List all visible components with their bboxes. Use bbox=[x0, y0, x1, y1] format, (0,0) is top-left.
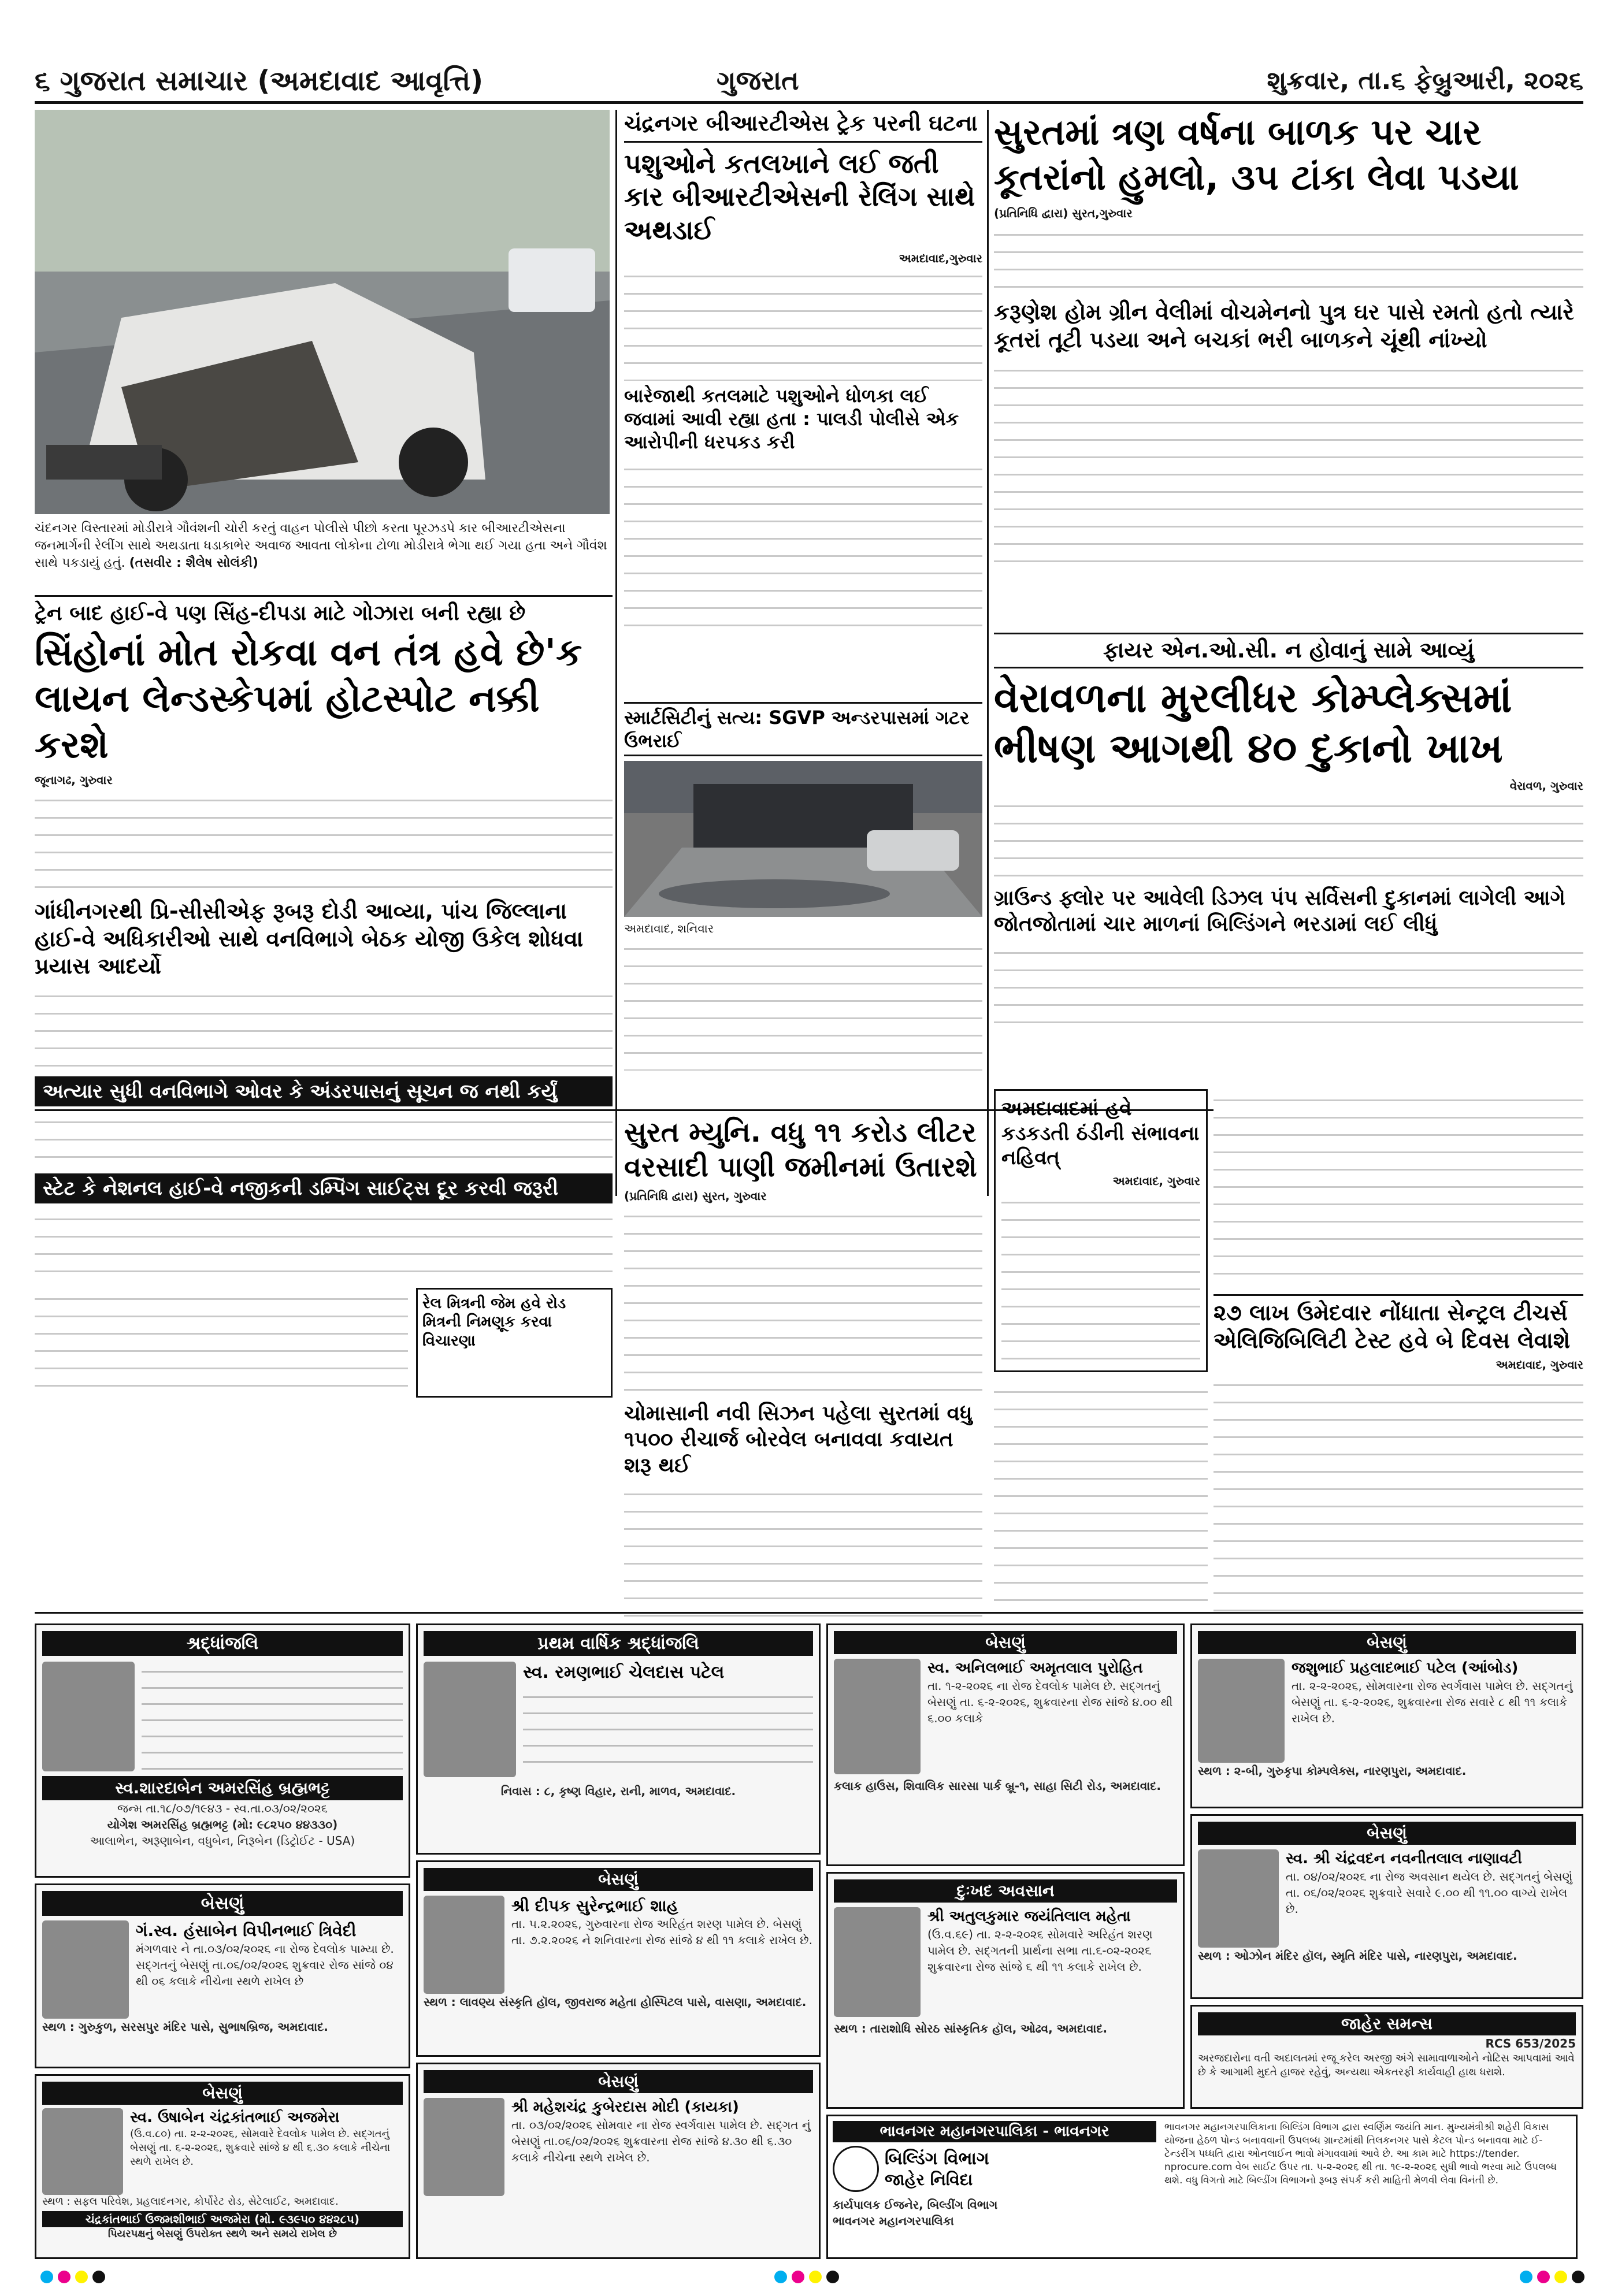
dateline: અમદાવાદ, ગુરુવાર bbox=[1112, 1173, 1200, 1188]
story-subhead: કરૂણેશ હોમ ગ્રીન વેલીમાં વોચમેનનો પુત્ર ઘર પાસે રમતો હતો ત્યારે કૂતરાં તૂટી પડયા અને બચકાં ભરી બાળકને ચૂંથી નાંખ્યો bbox=[994, 299, 1575, 352]
ads-rule bbox=[35, 1612, 1583, 1614]
story-headline: સિંહોનાં મોત રોકવા વન તંત્ર હવે છે'ક લાયન લેન્ડસ્કેપમાં હોટસ્પોટ નક્કી કરશે bbox=[35, 631, 582, 767]
story-kicker: ટ્રેન બાદ હાઈ-વે પણ સિંહ-દીપડા માટે ગોઝારા બની રહ્યા છે bbox=[35, 595, 613, 626]
story-brts-car bbox=[624, 110, 982, 631]
portrait-photo bbox=[424, 1896, 504, 1994]
story-body bbox=[35, 1111, 613, 1169]
besanu-ad-anilbhai: બેસણું સ્વ. અનિલભાઈ અમૃતલાલ પુરોહિત તા. ૧-૨-૨૦૨૬ ના રોજ દેવલોક પામેલ છે. સદ્ગતનું બેસણું તા. ૬-૨-૨૦૨૬, શુક્રવારના રોજ સાંજે ૪.૦૦ થી ૬.૦૦ કલાકે કલાક હાઉસ, શિવાલિક સારસા પાર્ક બ્રૂ-૧, સાહા સિટી રોડ, અમદાવાદ. bbox=[826, 1623, 1185, 1866]
story-headline: અમદાવાદમાં હવે કડકડતી ઠંડીની સંભાવના નહિવત્ bbox=[1001, 1097, 1200, 1169]
story-headline: સુરત મ્યુનિ. વધુ ૧૧ કરોડ લીટર વરસાદી પાણી જમીનમાં ઉતારશે bbox=[624, 1116, 977, 1183]
registration-mark bbox=[92, 2271, 105, 2283]
newspaper-masthead: ૬ ગુજરાત સમાચાર (અમદાવાદ આવૃત્તિ) bbox=[35, 65, 484, 97]
registration-mark bbox=[1572, 2271, 1584, 2283]
dateline: (પ્રતિનિધિ દ્વારા) સુરત,ગુરુવાર bbox=[994, 206, 1133, 220]
obituary-ad-atulkumar: દુઃખદ અવસાન શ્રી અતુલકુમાર જયંતિલાલ મહેતા (ઉ.વ.૬૯) તા. ૨-૨-૨૦૨૬ સોમવારે અરિહંત શરણ પામેલ છે. સદ્ગતની પ્રાર્થના સભા તા.૬-૦૨-૨૦૨૬ શુક્રવારના રોજ સાંજે ૬ થી ૧૧ કલાકે રાખેલ છે. સ્થળ : તારાશોધિ સોરઠ સાંસ્કૃતિક હૉલ, ઓઢવ, અમદાવાદ. bbox=[826, 1872, 1185, 2109]
deceased-name: જશુભાઈ પ્રહલાદભાઈ પટેલ (આંબોડ) bbox=[1292, 1659, 1519, 1677]
dateline: અમદાવાદ, ગુરુવાર bbox=[1495, 1358, 1583, 1372]
road-mitra-box: રેલ મિત્રની જેમ હવે રોડ મિત્રની નિમણૂક કરવા વિચારણા bbox=[416, 1288, 613, 1398]
deceased-name: શ્રી મહેશચંદ્ર કુબેરદાસ મોદી (કાયકા) bbox=[511, 2098, 739, 2116]
deceased-name: સ્વ.શારદાબેન અમરસિંહ બ્રહ્મભટ્ટ bbox=[42, 1776, 403, 1800]
registration-mark bbox=[774, 2271, 787, 2283]
dateline: (પ્રતિનિધિ દ્વારા) સુરત, ગુરુવાર bbox=[624, 1189, 767, 1203]
story-headline: પશુઓને કતલખાને લઈ જતી કાર બીઆરટીએસની રેલિંગ સાથે અથડાઈ bbox=[624, 147, 975, 246]
dateline: અમદાવાદ, શનિવાર bbox=[624, 922, 714, 935]
municipal-emblem-icon bbox=[833, 2146, 879, 2192]
registration-mark bbox=[1520, 2271, 1532, 2283]
story-ctet bbox=[1214, 1294, 1583, 1622]
registration-mark bbox=[58, 2271, 70, 2283]
story-body bbox=[994, 1381, 1208, 1612]
portrait-photo bbox=[1198, 1659, 1285, 1763]
portrait-photo bbox=[834, 1659, 921, 1774]
story-subhead: ગ્રાઉન્ડ ફ્લોર પર આવેલી ડિઝલ પંપ સર્વિસની દુકાનમાં લાગેલી આગે જોતજોતામાં ચાર માળનાં બિલ્ડિંગને ભરડામાં લઈ લીધું bbox=[994, 886, 1565, 936]
story-surat-water bbox=[624, 1115, 982, 1628]
story-lion-hotspots bbox=[35, 595, 613, 1398]
issue-date: શુક્રવાર, તા.૬ ફેબ્રુઆરી, ૨૦૨૬ bbox=[1267, 66, 1583, 95]
story-body bbox=[994, 224, 1583, 293]
story-body bbox=[35, 985, 613, 1072]
story-headline: ૨૭ લાખ ઉમેદવાર નોંધાતા સેન્ટ્રલ ટીચર્સ એલિજિબિલિટી ટેસ્ટ હવે બે દિવસ લેવાશે bbox=[1214, 1294, 1583, 1354]
story-surat-dogs bbox=[994, 110, 1583, 567]
deceased-name: સ્વ. ઉષાબેન ચંદ્રકાંતભાઈ અજમેરા bbox=[130, 2109, 340, 2126]
besanu-ad-chandravadan: બેસણું સ્વ. શ્રી ચંદ્રવદન નવનીતલાલ નાણાવટી તા. ૦૪/૦૨/૨૦૨૬ ના રોજ અવસાન થયેલ છે. સદ્ગતનું બેસણું તા. ૦૬/૦૨/૨૦૨૬ શુક્રવારે સવારે ૯.૦૦ થી ૧૧.૦૦ વાગ્યે રાખેલ છે. સ્થળ : ઓઝોન મંદિર હૉલ, સ્મૃતિ મંદિર પાસે, નારણપુરા, અમદાવાદ. bbox=[1190, 1814, 1583, 1999]
story-band: અત્યાર સુધી વનવિભાગે ઓવર કે અંડરપાસનું સૂચન જ નથી કર્યું bbox=[35, 1076, 613, 1106]
portrait-photo bbox=[42, 2108, 123, 2195]
story-kicker: સ્માર્ટસિટીનું સત્ય: SGVP અન્ડરપાસમાં ગટર ઉભરાઈ bbox=[624, 702, 982, 756]
portrait-photo bbox=[424, 1662, 516, 1777]
registration-mark bbox=[1537, 2271, 1550, 2283]
dateline: અમદાવાદ,ગુરુવાર bbox=[899, 251, 982, 265]
story-body bbox=[624, 1205, 982, 1396]
tender-notice: ભાવનગર મહાનગરપાલિકા - ભાવનગર બિલ્ડિંગ વિભાગ જાહેર નિવિદા કાર્યપાલક ઈજનેર, બિલ્ડીંગ વિભાગ ભાવનગર મહાનગરપાલિકા ભાવનગર મહાનગરપાલિકાના બિલ્ડિંગ વિભાગ દ્વારા સ્વર્ણિમ જયંતિ માન. મુખ્યમંત્રીશ્રી શહેરી વિકાસ યોજના હેઠળ પોન્ડ બનાવવાની ઉપલબ્ધ ગ્રાન્ટમાંથી તિલકનગર પાસે કેટલ પોન્ડ બનાવવા માટે ઈ-ટેન્ડરીંગ પધ્ધતિ દ્વારા ઓનલાઈન ભાવો મંગાવવામાં આવે છે. આ કામ માટે https://tender. nprocure.com વેબ સાઈટ ઉપર તા. ૫-૨-૨૦૨૬ થી તા. ૧૯-૨-૨૦૨૬ સુધી ભાવો ભરવા માટે ઉપલબ્ધ થશે. વધુ વિગતો માટે બિલ્ડીંગ વિભાગનો રૂબરૂ સંપર્ક કરી માહિતી મેળવી લેવા વિનંતી છે. bbox=[826, 2115, 1578, 2259]
story-veraval-fire bbox=[994, 633, 1583, 1034]
deceased-name: સ્વ. શ્રી ચંદ્રવદન નવનીતલાલ નાણાવટી bbox=[1286, 1850, 1522, 1867]
portrait-photo bbox=[42, 1920, 129, 2019]
besanu-ad-ushaben: બેસણું સ્વ. ઉષાબેન ચંદ્રકાંતભાઈ અજમેરા (ઉ.વ.૮૦) તા. ૨-૨-૨૦૨૬, સોમવારે દેવલોક પામેલ છે. સદ્ગતનું બેસણું તા. ૬-૨-૨૦૨૬, શુક્રવારે સાંજે ૪ થી ૬.૩૦ કલાકે નીચેના સ્થળે રાખેલ છે. સ્થળ : સફલ પરિવેશ, પ્રહલાદનગર, કોર્પોરેટ રોડ, સેટેલાઈટ, અમદાવાદ. ચંદ્રકાંતભાઈ ઉજમશીભાઈ અજમેરા (મો. ૯૩૯૫૦ ૪૪૨૮૫) પિયરપક્ષનું બેસણું ઉપરોક્ત સ્થળે અને સમયે રાખેલ છે bbox=[35, 2074, 410, 2259]
portrait-photo bbox=[42, 1662, 135, 1771]
registration-mark bbox=[826, 2271, 839, 2283]
dateline: વેરાવળ, ગુરુવાર bbox=[1509, 778, 1583, 793]
story-body bbox=[624, 938, 982, 1071]
besanu-ad-maheshchandra: બેસણું શ્રી મહેશચંદ્ર કુબેરદાસ મોદી (કાયકા) તા. ૦૩/૦૨/૨૦૨૬ સોમવાર ના રોજ સ્વર્ગવાસ પામેલ છે. સદ્ગત નું બેસણું તા.૦૬/૦૨/૨૦૨૬ શુક્રવારના રોજ સાંજે ૪.૩૦ થી ૬.૩૦ કલાકે નીચેના સ્થળે રાખેલ છે. bbox=[416, 2063, 821, 2259]
story-body bbox=[1001, 1191, 1200, 1365]
story-body bbox=[624, 265, 982, 381]
accident-photo bbox=[35, 110, 610, 514]
photo-caption: ચંદનગર વિસ્તારમાં મોડીરાત્રે ગૌવંશની ચોરી કરતું વાહન પોલીસે પીછો કરતા પૂરઝડપે કાર બીઆરટીએસના જનમાર્ગની રેલીંગ સાથે અથડાતા ધડાકાભેર અવાજ આવતા લોકોના ટોળા મોડીરાત્રે ભેગા થઈ ગયા હતા અને ગૌવંશ સાથે પકડાયું હતું. (તસવીર : શૈલેષ સોલંકી) bbox=[35, 521, 607, 570]
dateline: જૂનાગઢ, ગુરુવાર bbox=[35, 773, 113, 787]
story-kicker: ફાયર એન.ઓ.સી. ન હોવાનું સામે આવ્યું bbox=[994, 633, 1583, 668]
story-body bbox=[994, 795, 1583, 882]
portrait-photo bbox=[834, 1907, 921, 2017]
besanu-ad-jashubhai: બેસણું જશુભાઈ પ્રહલાદભાઈ પટેલ (આંબોડ) તા. ૨-૨-૨૦૨૬, સોમવારના રોજ સ્વર્ગવાસ પામેલ છે. સદ્ગતનું બેસણું તા. ૬-૨-૨૦૨૬, શુક્રવારના રોજ સવારે ૮ થી ૧૧ કલાકે રાખેલ છે. સ્થળ : ૨-બી, ગુરુકૃપા કોમ્પલેક્સ, નારણપુરા, અમદાવાદ. bbox=[1190, 1623, 1583, 1808]
story-body bbox=[1214, 1089, 1583, 1286]
story-body bbox=[35, 1208, 613, 1283]
summons-notice: જાહેર સમન્સ RCS 653/2025 અરજદારોના વતી અદાલતમાં રજૂ કરેલ અરજી અંગે સામાવાળાઓને નોટિસ આપવામાં આવે છે કે આગામી મુદતે હાજર રહેવું, અન્યથા એકતરફી કાર્યવાહી હાથ ધરાશે. bbox=[1190, 2005, 1583, 2109]
registration-mark bbox=[75, 2271, 88, 2283]
besanu-ad-hansaben: બેસણું ગં.સ્વ. હંસાબેન વિપીનભાઈ ત્રિવેદી મંગળવાર ને તા.૦૩/૦૨/૨૦૨૬ ના રોજ દેવલોક પામ્યા છે. સદ્ગતનું બેસણું તા.૦૬/૦૨/૨૦૨૬ શુક્રવાર રોજ સાંજે ૦૪ થી ૦૬ કલાકે નીચેના સ્થળે રાખેલ છે સ્થળ : ગુરુકુળ, સરસપુર મંદિર પાસે, સુભાષબ્રિજ, અમદાવાદ. bbox=[35, 1883, 410, 2068]
tribute-ad-ramanbhai: પ્રથમ વાર્ષિક શ્રદ્ધાંજલિ સ્વ. રમણભાઈ ચેલદાસ પટેલ નિવાસ : ૮, કૃષ્ણ વિહાર, રાની, માળવ, અમદાવાદ. bbox=[416, 1623, 821, 1855]
deceased-name: ગં.સ્વ. હંસાબેન વિપીનભાઈ ત્રિવેદી bbox=[136, 1921, 357, 1940]
deceased-name: શ્રી અતુલકુમાર જયંતિલાલ મહેતા bbox=[927, 1908, 1131, 1925]
underpass-photo bbox=[624, 761, 982, 917]
deceased-name: સ્વ. અનિલભાઈ અમૃતલાલ પુરોહિત bbox=[927, 1659, 1143, 1677]
story-band: સ્ટેટ કે નેશનલ હાઈ-વે નજીકની ડમ્પિંગ સાઈટ્સ દૂર કરવી જરૂરી bbox=[35, 1173, 613, 1203]
portrait-photo bbox=[1198, 1849, 1279, 1948]
story-subhead: ચોમાસાની નવી સિઝન પહેલા સુરતમાં વધુ ૧૫૦૦ રીચાર્જ બોરવેલ બનાવવા કવાયત શરૂ થઈ bbox=[624, 1402, 973, 1477]
story-body bbox=[1214, 1374, 1583, 1622]
page-header bbox=[35, 58, 1583, 104]
column-rule bbox=[615, 110, 617, 1196]
story-body bbox=[994, 942, 1583, 1034]
registration-mark bbox=[1554, 2271, 1567, 2283]
tribute-ad-sharadaben: શ્રદ્ધાંજલિ સ્વ.શારદાબેન અમરસિંહ બ્રહ્મભટ્ટ જન્મ તા.૧૮/૦૭/૧૯૪૩ - સ્વ.તા.૦૩/૦૨/૨૦૨૬ યોગેશ અમરસિંહ બ્રહ્મભટ્ટ (મો: ૯૮૨૫૦ ૪૪૩૩૦) આલાભેન, અરૂણાબેન, વધુબેન, નિરૂબેન (ડિટ્રોઈટ - USA) bbox=[35, 1623, 410, 1878]
registration-mark bbox=[40, 2271, 53, 2283]
section-title: ગુજરાત bbox=[717, 65, 799, 96]
story-subhead: બારેજાથી કતલમાટે પશુઓને ધોળકા લઈ જવામાં આવી રહ્યા હતા : પાલડી પોલીસે એક આરોપીની ધરપકડ કરી bbox=[624, 385, 959, 453]
story-ahmedabad-cold bbox=[994, 1089, 1208, 1372]
deceased-name: શ્રી દીપક સુરેન્દ્રભાઈ શાહ bbox=[511, 1896, 678, 1915]
story-body bbox=[35, 1288, 408, 1398]
besanu-ad-dipak: બેસણું શ્રી દીપક સુરેન્દ્રભાઈ શાહ તા. ૫.૨.૨૦૨૬, ગુરુવારના રોજ અરિહંત શરણ પામેલ છે. બેસણું તા. ૭.૨.૨૦૨૬ ને શનિવારના રોજ સાંજે ૪ થી ૧૧ કલાકે રાખેલ છે. સ્થળ : લાવણ્ય સંસ્કૃતિ હૉલ, જીવરાજ મહેતા હોસ્પિટલ પાસે, વાસણા, અમદાવાદ. bbox=[416, 1860, 821, 2057]
story-headline: સુરતમાં ત્રણ વર્ષના બાળક પર ચાર કૂતરાંનો હુમલો, ૩૫ ટાંકા લેવા પડયા bbox=[994, 111, 1519, 198]
story-kicker: ચંદ્રનગર બીઆરટીએસ ટ્રેક પરની ઘટના bbox=[624, 110, 982, 143]
deceased-name: સ્વ. રમણભાઈ ચેલદાસ પટેલ bbox=[523, 1662, 725, 1682]
story-headline: વેરાવળના મુરલીધર કોમ્પ્લેક્સમાં ભીષણ આગથી ૪૦ દુકાનો ખાખ bbox=[994, 674, 1512, 772]
story-body bbox=[624, 1483, 982, 1628]
story-body bbox=[624, 458, 982, 631]
story-subhead: ગાંધીનગરથી પ્રિ-સીસીએફ રૂબરૂ દોડી આવ્યા, પાંચ જિલ્લાના હાઈ-વે અધિકારીઓ સાથે વનવિભાગે બેઠક યોજી ઉકેલ શોધવા પ્રયાસ આદર્યો bbox=[35, 898, 584, 979]
registration-mark bbox=[809, 2271, 822, 2283]
story-body bbox=[994, 359, 1583, 567]
story-sgvp-underpass bbox=[624, 702, 982, 1071]
story-body bbox=[35, 789, 613, 893]
registration-mark bbox=[792, 2271, 804, 2283]
portrait-photo bbox=[424, 2098, 504, 2196]
column-rule bbox=[987, 110, 989, 1196]
